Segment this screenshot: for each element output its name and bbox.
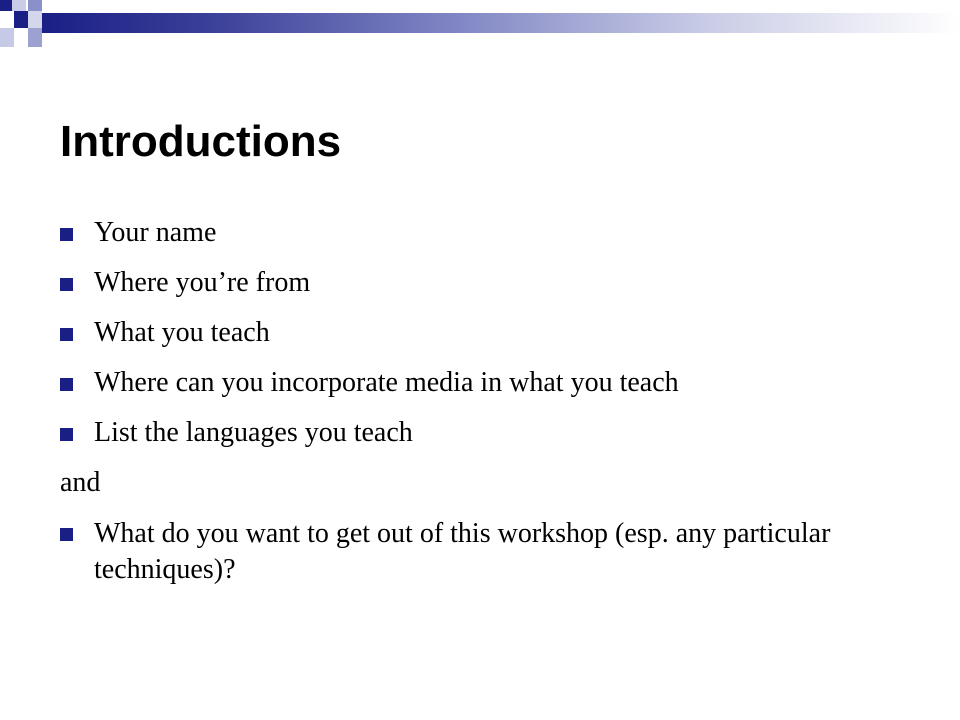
list-item xyxy=(60,316,920,350)
list-item xyxy=(60,516,920,588)
list-item xyxy=(60,416,920,450)
decorative-square xyxy=(0,28,14,47)
square-bullet-icon xyxy=(60,378,73,391)
list-item xyxy=(60,216,920,250)
list-item-text: List the languages you teach xyxy=(94,417,413,448)
decorative-square xyxy=(28,28,42,47)
square-bullet-icon xyxy=(60,278,73,291)
list-item-text: Where can you incorporate media in what you teach xyxy=(94,367,679,398)
bullet-list xyxy=(60,216,920,604)
list-item xyxy=(60,366,920,400)
square-bullet-icon xyxy=(60,528,73,541)
list-item-text: What do you want to get out of this workshop (esp. any particular techniques)? xyxy=(94,518,831,585)
square-bullet-icon xyxy=(60,328,73,341)
decorative-square xyxy=(28,11,42,28)
decorative-square xyxy=(0,0,12,11)
connector-text: and xyxy=(60,467,101,498)
slide-title: Introductions xyxy=(60,117,342,166)
square-bullet-icon xyxy=(60,428,73,441)
list-item xyxy=(60,266,920,300)
list-item-text: Your name xyxy=(94,217,217,248)
decorative-square xyxy=(12,0,26,11)
header-gradient-band xyxy=(42,13,960,33)
square-bullet-icon xyxy=(60,228,73,241)
list-item-text: Where you’re from xyxy=(94,267,311,298)
list-item-text: What you teach xyxy=(94,317,270,348)
decorative-square xyxy=(28,0,42,11)
decorative-square xyxy=(14,11,28,28)
